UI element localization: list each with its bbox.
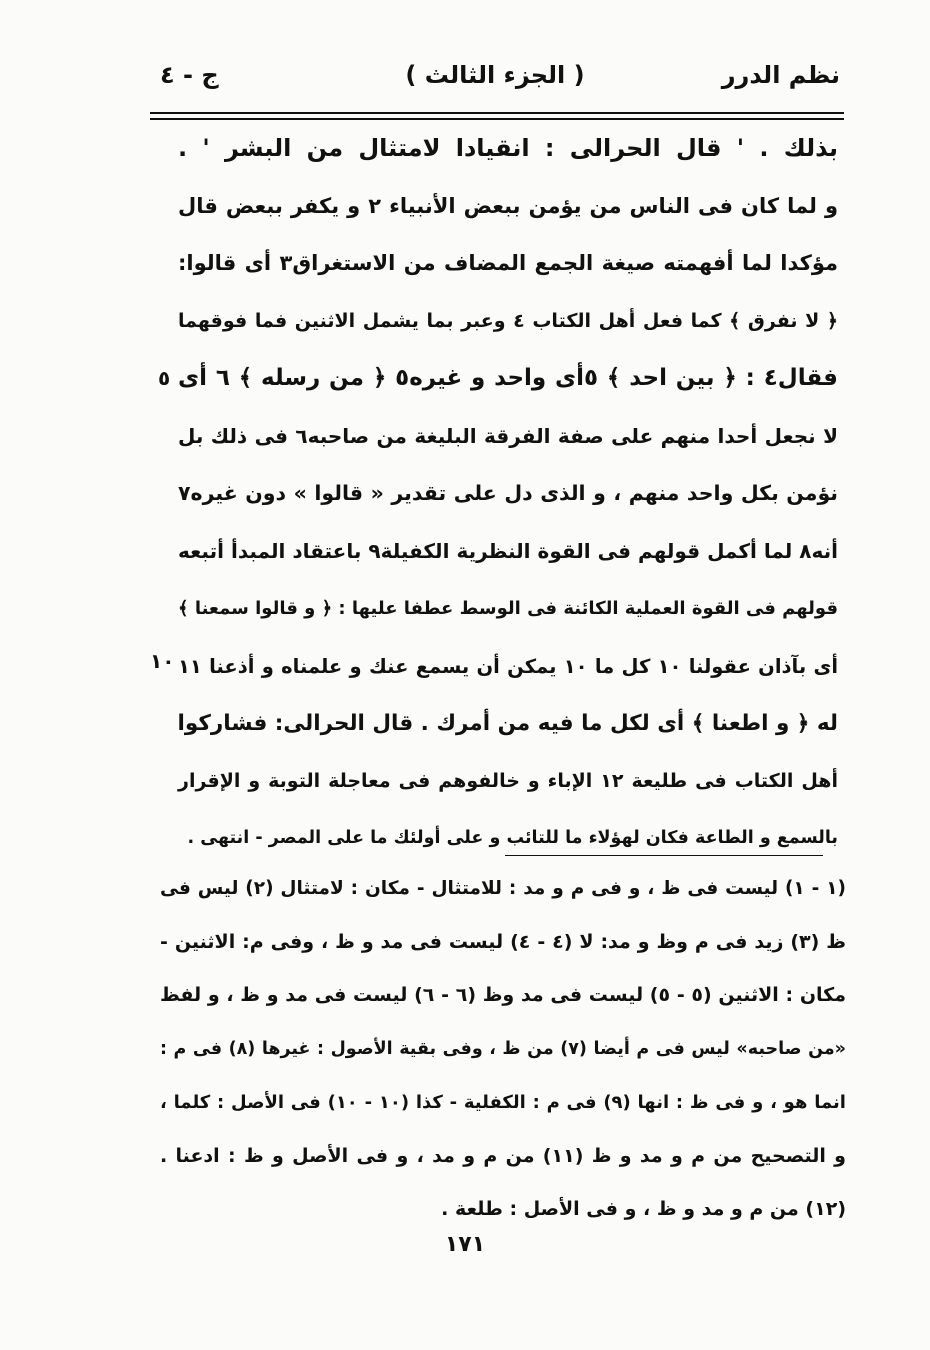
text-line: أنه٨ لما أكمل قولهم فى القوة النظرية الكفيلة٩ باعتقاد المبدأ أتبعه [178, 538, 838, 563]
text-line: لا نجعل أحدا منهم على صفة الفرقة البليغة من صاحبه٦ فى ذلك بل [178, 423, 838, 448]
margin-line-number: ٥ [158, 366, 171, 390]
footnote-line: (١٢) من م و مد و ظ ، و فى الأصل : طلعة . [441, 1198, 846, 1220]
text-line: نؤمن بكل واحد منهم ، و الذى دل على تقدير « قالوا » دون غيره٧ [178, 481, 838, 505]
text-line: له ﴿ و اطعنا ﴾ أى لكل ما فيه من أمرك . قال الحرالى: فشاركوا [177, 711, 838, 736]
header-rule [150, 112, 844, 114]
text-line: ﴿ لا نفرق ﴾ كما فعل أهل الكتاب ٤ وعبر بما يشمل الاثنين فما فوقهما [178, 309, 838, 332]
text-line: بذلك . ' قال الحرالى : انقيادا لامتثال من البشر ' . [178, 134, 838, 162]
main-text [178, 120, 838, 868]
book-title: نظم الدرر [721, 61, 840, 89]
footnote-line: انما هو ، و فى ظ : انها (٩) فى م : الكفلية - كذا (١٠ - ١٠) فى الأصل : كلما ، [160, 1092, 846, 1113]
text-line: قولهم فى القوة العملية الكائنة فى الوسط عطفا عليها : ﴿ و قالوا سمعنا ﴾ [178, 598, 838, 619]
text-line: بالسمع و الطاعة فكان لهؤلاء ما للتائب و على أولئك ما على المصر - انتهى . [187, 828, 838, 848]
margin-line-number: ١٠ [150, 649, 175, 673]
footnote-line: ظ (٣) زيد فى م وظ و مد: لا (٤ - ٤) ليست فى مد و ظ ، وفى م: الاثنين - [160, 930, 847, 953]
footnote-line: (١ - ١) ليست فى ظ ، و فى م و مد : للامتثال - مكان : لامتثال (٢) ليس فى [160, 878, 846, 899]
volume-label: ج - ٤ [160, 61, 219, 89]
footnote-line: مكان : الاثنين (٥ - ٥) ليست فى مد وظ (٦ - ٦) ليست فى مد و ظ ، و لفظ [160, 984, 846, 1006]
text-line: مؤكدا لما أفهمته صيغة الجمع المضاف من الاستغراق٣ أى قالوا: [178, 251, 838, 275]
footnote-line: و التصحيح من م و مد و ظ (١١) من م و مد ، و فى الأصل و ظ : ادعنا . [160, 1144, 846, 1167]
part-title: ( الجزء الثالث ) [405, 61, 585, 89]
text-line: أى بآذان عقولنا ١٠ كل ما ١٠ يمكن أن يسمع عنك و علمناه و أذعنا ١١ [178, 654, 839, 678]
footnote-line: «من صاحبه» ليس فى م أيضا (٧) من ظ ، وفى بقية الأصول : غيرها (٨) فى م : [160, 1038, 846, 1059]
footnote-separator [505, 855, 823, 856]
page-header [150, 55, 840, 103]
page-number: ١٧١ [444, 1232, 486, 1257]
text-line: و لما كان فى الناس من يؤمن ببعض الأنبياء ٢ و يكفر ببعض قال [178, 193, 838, 218]
footnotes [160, 862, 846, 1237]
text-line: فقال٤ : ﴿ بين احد ﴾ ٥أى واحد و غيره٥ ﴿ من رسله ﴾ ٦ أى [178, 365, 838, 391]
text-line: أهل الكتاب فى طليعة ١٢ الإباء و خالفوهم فى معاجلة التوبة و الإقرار [178, 769, 838, 792]
